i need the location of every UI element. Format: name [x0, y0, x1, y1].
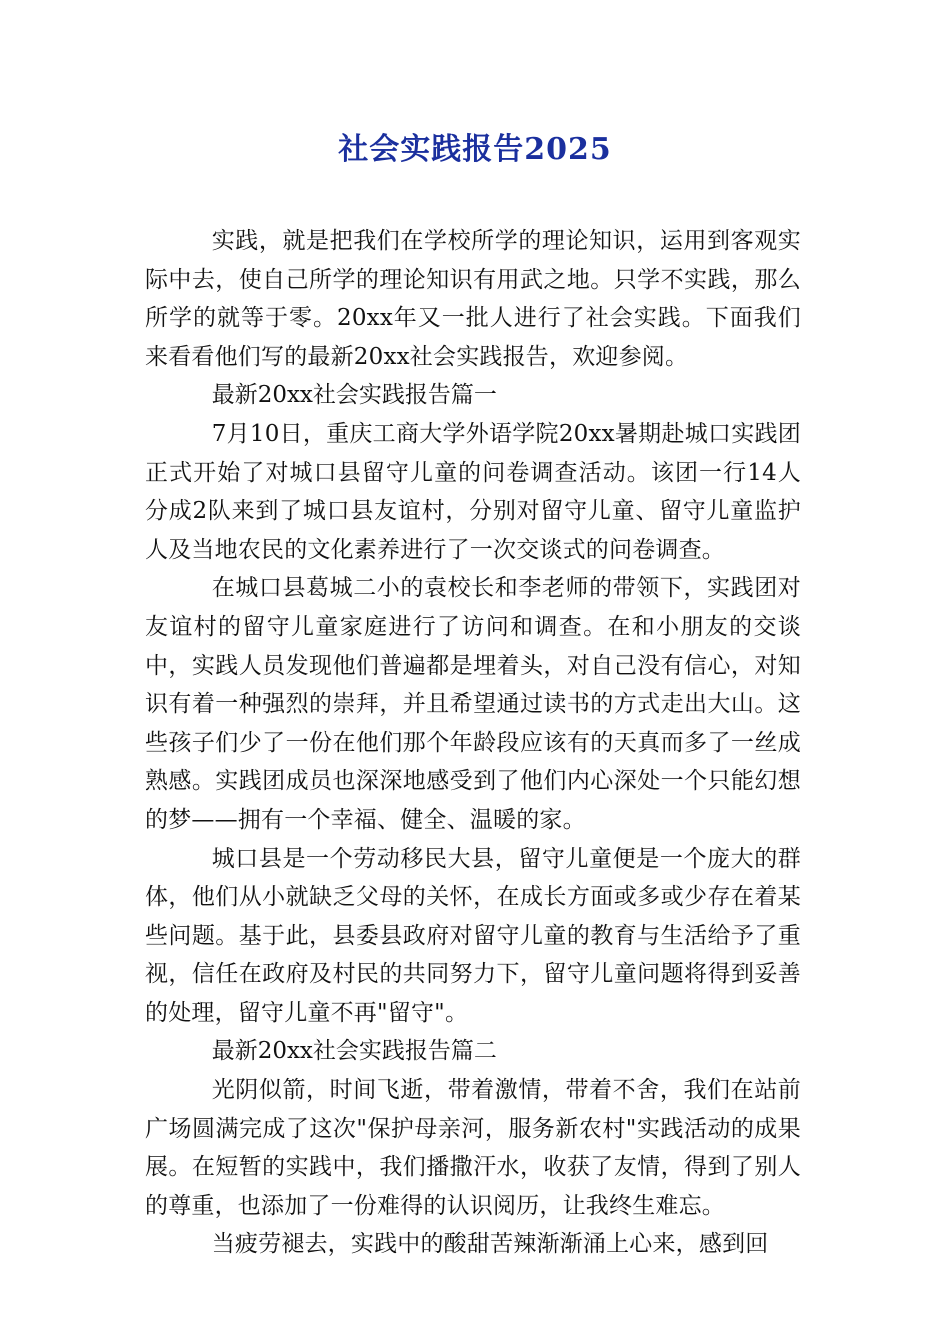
document-body [145, 222, 801, 1264]
body-paragraph: 在城口县葛城二小的袁校长和李老师的带领下，实践团对友谊村的留守儿童家庭进行了访问和调查。在和小朋友的交谈中，实践人员发现他们普遍都是埋着头，对自己没有信心，对知识有着一种强烈的崇拜，并且希望通过读书的方式走出大山。这些孩子们少了一份在他们那个年龄段应该有的天真而多了一丝成熟感。实践团成员也深深地感受到了他们内心深处一个只能幻想的梦——拥有一个幸福、健全、温暖的家。 [145, 575, 801, 833]
body-paragraph: 当疲劳褪去，实践中的酸甜苦辣渐渐涌上心来，感到回 [211, 1231, 769, 1258]
document-title: 社会实践报告2025 [338, 132, 612, 167]
body-paragraph: 光阴似箭，时间飞逝，带着激情，带着不舍，我们在站前广场圆满完成了这次"保护母亲河，服务新农村"实践活动的成果展。在短暂的实践中，我们播撒汗水，收获了友情，得到了别人的尊重，也添加了一份难得的认识阅历，让我终生难忘。 [145, 1077, 801, 1219]
body-paragraph: 城口县是一个劳动移民大县，留守儿童便是一个庞大的群体，他们从小就缺乏父母的关怀，在成长方面或多或少存在着某些问题。基于此，县委县政府对留守儿童的教育与生活给予了重视，信任在政府及村民的共同努力下，留守儿童问题将得到妥善的处理，留守儿童不再"留守"。 [145, 845, 801, 1026]
intro-paragraph: 实践，就是把我们在学校所学的理论知识，运用到客观实际中去，使自己所学的理论知识有用武之地。只学不实践，那么所学的就等于零。20xx年又一批人进行了社会实践。下面我们来看看他们写的最新20xx社会实践报告，欢迎参阅。 [145, 228, 801, 370]
body-paragraph: 7月10日，重庆工商大学外语学院20xx暑期赴城口实践团正式开始了对城口县留守儿童的问卷调查活动。该团一行14人分成2队来到了城口县友谊村，分别对留守儿童、留守儿童监护人及当地农民的文化素养进行了一次交谈式的问卷调查。 [145, 420, 801, 563]
section-heading-1: 最新20xx社会实践报告篇一 [211, 382, 497, 409]
section-heading-2: 最新20xx社会实践报告篇二 [211, 1038, 497, 1065]
